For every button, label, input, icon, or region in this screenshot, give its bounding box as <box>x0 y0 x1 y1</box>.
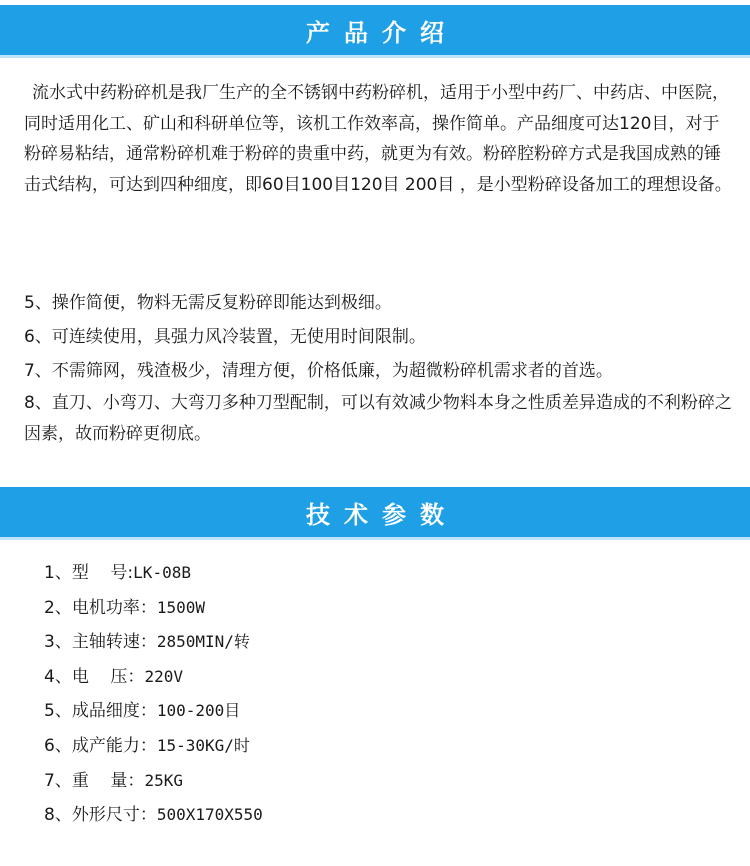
spec-value: 15-30KG/时 <box>156 735 250 755</box>
spec-row-power <box>44 591 704 626</box>
spec-label: 4、电 压： <box>44 666 145 687</box>
spec-value: 220V <box>144 666 183 686</box>
feature-item: 7、不需筛网，残渣极少，清理方便，价格低廉，为超微粉碎机需求者的首选。 <box>24 361 613 381</box>
feature-item: 8、直刀、小弯刀、大弯刀多种刀型配制，可以有效减少物料本身之性质差异造成的不利粉碎之因素，故而粉碎更彻底。 <box>24 393 732 444</box>
spec-value: 500X170X550 <box>156 805 263 825</box>
spec-row-voltage <box>44 660 704 695</box>
spec-list <box>44 556 704 833</box>
spec-label: 1、型 号: <box>44 563 134 583</box>
spec-value: 1500W <box>156 597 205 617</box>
spec-row-dimensions <box>44 798 704 833</box>
feature-item: 6、可连续使用，具强力风冷装置，无使用时间限制。 <box>24 327 426 347</box>
spec-value: LK-08B <box>133 563 191 582</box>
spec-label: 3、主轴转速： <box>44 632 157 653</box>
spec-value: 2850MIN/转 <box>156 632 250 652</box>
intro-section <box>24 78 736 200</box>
spec-label: 2、电机功率： <box>44 597 157 618</box>
feature-item: 5、操作简便，物料无需反复粉碎即能达到极细。 <box>24 293 392 313</box>
spec-row-weight <box>44 764 704 799</box>
spec-label: 5、成品细度： <box>44 701 157 722</box>
intro-paragraph: 流水式中药粉碎机是我厂生产的全不锈钢中药粉碎机，适用于小型中药厂、中药店、中医院，同时适用化工、矿山和科研单位等，该机工作效率高，操作简单。产品细度可达120目，对于粉碎易粘结，通常粉碎机难于粉碎的贵重中药，就更为有效。粉碎腔粉碎方式是我国成熟的锤击式结构，可达到四种细度，即60目100目120目 200目 ，是小型粉碎设备加工的理想设备。 <box>24 83 732 195</box>
spec-label: 8、外形尺寸： <box>44 805 157 826</box>
feature-list <box>24 286 736 450</box>
spec-row-capacity <box>44 729 704 764</box>
spec-value: 25KG <box>144 770 183 790</box>
tech-spec-title: 技术参数 <box>306 500 458 529</box>
spec-label: 7、重 量： <box>44 770 145 791</box>
tech-spec-banner <box>0 487 750 537</box>
spec-row-speed <box>44 625 704 660</box>
spec-label: 6、成产能力： <box>44 735 157 756</box>
product-intro-title: 产品介绍 <box>306 18 458 47</box>
spec-value: 100-200目 <box>156 701 241 721</box>
spec-row-fineness <box>44 694 704 729</box>
spec-row-model <box>44 556 704 591</box>
product-intro-banner <box>0 5 750 55</box>
